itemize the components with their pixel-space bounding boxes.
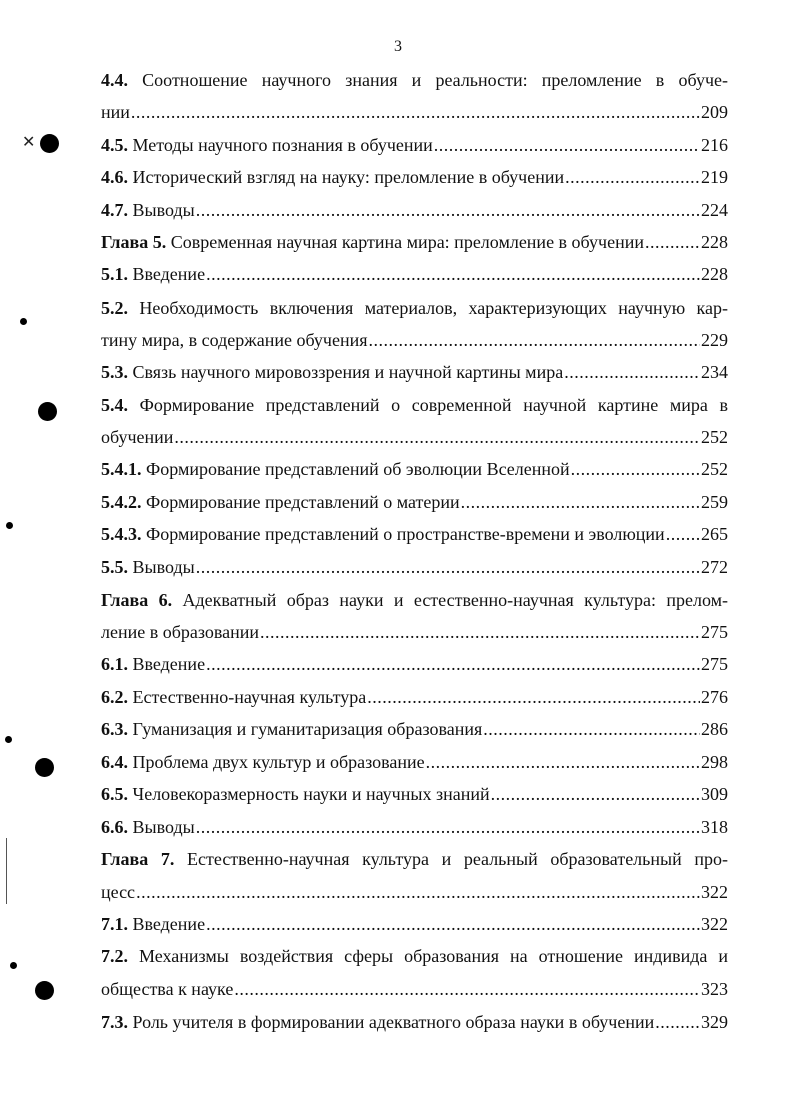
toc-entry-5-4-1: 5.4.1. Формирование представлений об эволюции Вселенной ..... 252 xyxy=(101,457,728,481)
leader-dots xyxy=(564,360,700,384)
toc-entry-5-2-cont: тину мира, в содержание обучения ..... 229 xyxy=(101,328,728,352)
toc-entry-5-5: 5.5. Выводы ..... 272 xyxy=(101,555,728,579)
toc-entry-5-4-2: 5.4.2. Формирование представлений о материи ..... 259 xyxy=(101,490,728,514)
leader-dots xyxy=(206,652,700,676)
toc-entry-7-1: 7.1. Введение ..... 322 xyxy=(101,912,728,936)
toc-page: 276 xyxy=(701,687,728,707)
toc-page: 298 xyxy=(701,752,728,772)
toc-page: 252 xyxy=(701,459,728,479)
toc-page: 252 xyxy=(701,427,728,447)
toc-entry-4-5: 4.5. Методы научного познания в обучении ..... 216 xyxy=(101,133,728,157)
leader-dots xyxy=(565,165,700,189)
toc-entry-5-4-3: 5.4.3. Формирование представлений о пространстве-времени и эволюции ..... 265 xyxy=(101,522,728,546)
toc-page: 228 xyxy=(701,232,728,252)
leader-dots xyxy=(196,198,700,222)
toc-entry-5-4: 5.4. Формирование представлений о современной научной картине мира в xyxy=(101,395,729,415)
toc-entry-7-3: 7.3. Роль учителя в формировании адекватного образа науки в обучении ..... 329 xyxy=(101,1010,728,1034)
toc-page: 265 xyxy=(701,524,728,544)
toc-entry-7-2: 7.2. Механизмы воздействия сферы образования на отношение индивида и xyxy=(101,946,729,966)
toc-page: 322 xyxy=(701,882,728,902)
leader-dots xyxy=(206,262,700,286)
toc-page: 275 xyxy=(701,654,728,674)
leader-dots xyxy=(260,620,700,644)
toc-entry-4-6: 4.6. Исторический взгляд на науку: преломление в обучении ..... 219 xyxy=(101,165,728,189)
leader-dots xyxy=(434,133,700,157)
toc-page: 209 xyxy=(701,102,728,122)
toc-entry-4-4-cont: нии ..... 209 xyxy=(101,100,728,124)
toc-page: 318 xyxy=(701,817,728,837)
toc-entry-4-4: 4.4. Соотношение научного знания и реальности: преломление в обуче- xyxy=(101,70,728,90)
leader-dots xyxy=(131,100,700,124)
leader-dots xyxy=(174,425,700,449)
toc-page: 323 xyxy=(701,979,728,999)
toc-entry-5-2: 5.2. Необходимость включения материалов, характеризующих научную кар- xyxy=(101,298,728,318)
leader-dots xyxy=(655,1010,700,1034)
leader-dots xyxy=(491,782,700,806)
leader-dots xyxy=(369,328,700,352)
leader-dots xyxy=(206,912,700,936)
toc-page: 272 xyxy=(701,557,728,577)
leader-dots xyxy=(666,522,700,546)
leader-dots xyxy=(461,490,700,514)
toc-entry-6-4: 6.4. Проблема двух культур и образование ..... 298 xyxy=(101,750,728,774)
leader-dots xyxy=(483,717,700,741)
toc-entry-4-7: 4.7. Выводы ..... 224 xyxy=(101,198,728,222)
toc-page: 309 xyxy=(701,784,728,804)
leader-dots xyxy=(571,457,700,481)
leader-dots xyxy=(367,685,700,709)
toc-entry-5-1: 5.1. Введение ..... 228 xyxy=(101,262,728,286)
toc-entry-7-2-cont: общества к науке ..... 323 xyxy=(101,977,728,1001)
toc-entry-6-2: 6.2. Естественно-научная культура ..... 276 xyxy=(101,685,728,709)
toc-page: 229 xyxy=(701,330,728,350)
toc-entry-6-5: 6.5. Человекоразмерность науки и научных знаний ..... 309 xyxy=(101,782,728,806)
toc-page: 234 xyxy=(701,362,728,382)
toc-page: 216 xyxy=(701,135,728,155)
toc-page: 224 xyxy=(701,200,728,220)
leader-dots xyxy=(426,750,700,774)
toc-page: 259 xyxy=(701,492,728,512)
toc-page: 228 xyxy=(701,264,728,284)
page-number: 3 xyxy=(394,38,402,55)
toc-page: 219 xyxy=(701,167,728,187)
leader-dots xyxy=(196,555,700,579)
toc-page: 275 xyxy=(701,622,728,642)
scan-mark: ✕ xyxy=(22,134,36,151)
toc-chapter-7: Глава 7. Естественно-научная культура и реальный образовательный про- xyxy=(101,849,728,869)
toc-chapter-7-cont: цесс ..... 322 xyxy=(101,880,728,904)
toc-entry-6-3: 6.3. Гуманизация и гуманитаризация образования ..... 286 xyxy=(101,717,728,741)
toc-entry-5-3: 5.3. Связь научного мировоззрения и научной картины мира ..... 234 xyxy=(101,360,728,384)
leader-dots xyxy=(234,977,700,1001)
leader-dots xyxy=(136,880,700,904)
toc-chapter-5: Глава 5. Современная научная картина мира: преломление в обучении ..... 228 xyxy=(101,230,728,254)
toc-chapter-6-cont: ление в образовании ..... 275 xyxy=(101,620,728,644)
toc-page: 322 xyxy=(701,914,728,934)
toc-page: 329 xyxy=(701,1012,728,1032)
toc-chapter-6: Глава 6. Адекватный образ науки и естественно-научная культура: прелом- xyxy=(101,590,728,610)
toc-entry-5-4-cont: обучении ..... 252 xyxy=(101,425,728,449)
toc-entry-6-1: 6.1. Введение ..... 275 xyxy=(101,652,728,676)
leader-dots xyxy=(196,815,700,839)
toc-page: 286 xyxy=(701,719,728,739)
toc-entry-6-6: 6.6. Выводы ..... 318 xyxy=(101,815,728,839)
leader-dots xyxy=(645,230,700,254)
